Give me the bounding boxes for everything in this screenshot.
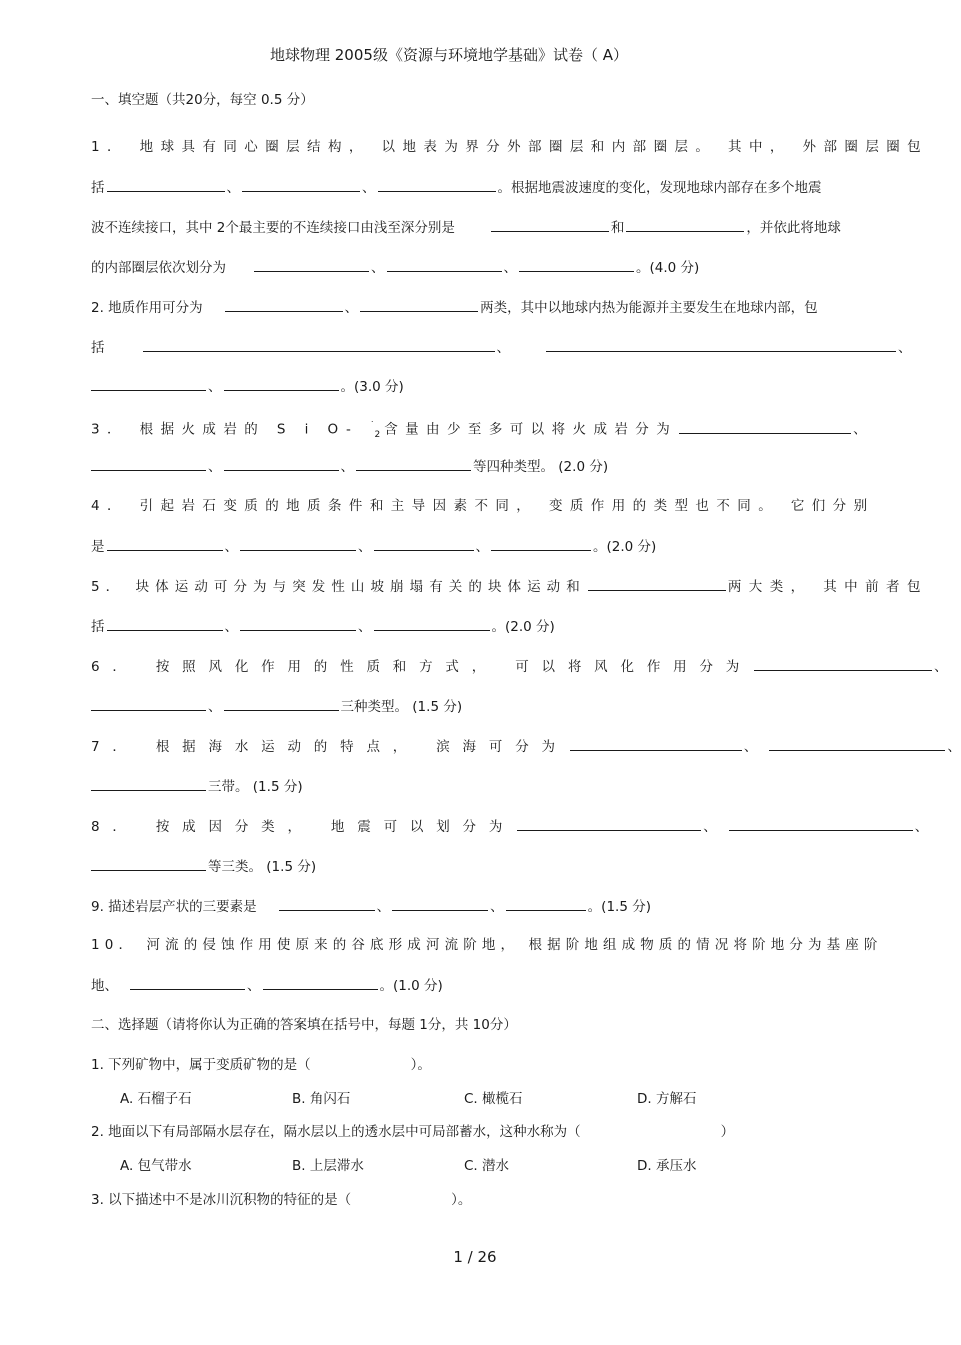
question-9: 9. 描述岩层产状的三要素是 、 、 。(1.5 分) <box>91 896 651 917</box>
answer-blank[interactable] <box>279 896 375 911</box>
question-5-line-1: 5． 块体运动可分为与突发性山坡崩塌有关的块体运动和 两大类， 其中前者包 <box>91 576 928 597</box>
mc-question-3: 3. 以下描述中不是冰川沉积物的特征的是（ ）。 <box>91 1192 472 1208</box>
question-6-line-1: 6． 按照风化作用的性质和方式， 可以将风化作用分为 、 <box>91 656 948 677</box>
answer-blank[interactable] <box>626 217 744 232</box>
question-2-line-3: 、 。(3.0 分) <box>91 376 404 397</box>
answer-blank[interactable] <box>378 177 496 192</box>
question-10-line-1: 10． 河流的侵蚀作用使原来的谷底形成河流阶地， 根据阶地组成物质的情况将阶地分为基座阶 <box>91 937 883 953</box>
exam-title: 地球物理 2005级《资源与环境地学基础》试卷（ A） <box>270 46 628 64</box>
answer-blank[interactable] <box>91 696 206 711</box>
answer-blank[interactable] <box>546 337 896 352</box>
answer-blank[interactable] <box>387 257 502 272</box>
question-2-line-1: 2. 地质作用可分为 、 两类，其中以地球内热为能源并主要发生在地球内部，包 <box>91 297 818 318</box>
answer-blank[interactable] <box>519 257 634 272</box>
question-1-line-2: 括 、 、 。根据地震波速度的变化，发现地球内部存在多个地震 <box>91 177 822 198</box>
section-fill-blank-heading: 一、填空题（共20分，每空 0.5 分） <box>91 92 314 108</box>
answer-blank[interactable] <box>91 376 206 391</box>
question-7-line-2: 三带。 (1.5 分) <box>91 776 303 797</box>
answer-blank[interactable] <box>360 297 478 312</box>
answer-blank[interactable] <box>224 456 339 471</box>
answer-blank[interactable] <box>254 257 369 272</box>
question-7-line-1: 7． 根据海水运动的特点， 滨海可分为 、 、 <box>91 736 961 757</box>
answer-blank[interactable] <box>240 536 356 551</box>
answer-blank[interactable] <box>224 376 339 391</box>
answer-blank[interactable] <box>91 776 206 791</box>
question-2-line-2: 括 、 、 <box>91 337 912 358</box>
answer-blank[interactable] <box>91 456 206 471</box>
question-6-line-2: 、 三种类型。 (1.5 分) <box>91 696 462 717</box>
question-3-line-2: 、 、 等四种类型。 (2.0 分) <box>91 456 608 477</box>
question-8-line-2: 等三类。 (1.5 分) <box>91 856 316 877</box>
answer-blank[interactable] <box>242 177 360 192</box>
question-1-line-4: 的内部圈层依次划分为 、 、 。(4.0 分) <box>91 257 699 278</box>
answer-blank[interactable] <box>506 896 586 911</box>
answer-blank[interactable] <box>729 816 913 831</box>
answer-blank[interactable] <box>491 217 609 232</box>
mc-2-option-d: D. 承压水 <box>637 1158 697 1174</box>
answer-blank[interactable] <box>225 297 343 312</box>
mc-1-option-d: D. 方解石 <box>637 1091 697 1107</box>
answer-blank[interactable] <box>91 856 206 871</box>
mc-2-option-a: A. 包气带水 <box>120 1158 192 1174</box>
mc-1-option-b: B. 角闪石 <box>292 1091 351 1107</box>
answer-blank[interactable] <box>588 576 726 591</box>
mc-1-option-c: C. 橄榄石 <box>464 1091 523 1107</box>
question-10-line-2: 地、 、 。(1.0 分) <box>91 975 443 996</box>
answer-blank[interactable] <box>107 536 223 551</box>
answer-blank[interactable] <box>107 177 225 192</box>
answer-blank[interactable] <box>769 736 945 751</box>
question-1-line-3: 波不连续接口，其中 2个最主要的不连续接口由浅至深分别是 和 ，并依此将地球 <box>91 217 841 238</box>
answer-blank[interactable] <box>240 616 356 631</box>
answer-blank[interactable] <box>107 616 223 631</box>
question-1-line-1: 1． 地球具有同心圈层结构， 以地表为界分外部圈层和内部圈层。 其中， 外部圈层圈包 <box>91 139 929 155</box>
answer-blank[interactable] <box>224 696 339 711</box>
page-number: 1 / 26 <box>453 1248 497 1266</box>
question-3-line-1: 3． 根据火成岩的 S i O- ˙$_2$ 含量由少至多可以将火成岩分为 、 <box>91 416 867 445</box>
answer-blank[interactable] <box>143 337 495 352</box>
answer-blank[interactable] <box>517 816 701 831</box>
mc-2-option-c: C. 潜水 <box>464 1158 510 1174</box>
question-4-line-1: 4． 引起岩石变质的地质条件和主导因素不同， 变质作用的类型也不同。 它们分别 <box>91 498 875 514</box>
question-5-line-2: 括 、 、 。(2.0 分) <box>91 616 555 637</box>
answer-blank[interactable] <box>570 736 742 751</box>
answer-blank[interactable] <box>491 536 591 551</box>
answer-blank[interactable] <box>392 896 488 911</box>
answer-blank[interactable] <box>374 536 474 551</box>
question-8-line-1: 8． 按成因分类， 地震可以划分为 、 、 <box>91 816 928 837</box>
section-multiple-choice-heading: 二、选择题（请将你认为正确的答案填在括号中，每题 1分，共 10分） <box>91 1017 517 1033</box>
mc-1-option-a: A. 石榴子石 <box>120 1091 192 1107</box>
answer-blank[interactable] <box>374 616 490 631</box>
mc-question-1: 1. 下列矿物中，属于变质矿物的是（ ）。 <box>91 1057 431 1073</box>
answer-blank[interactable] <box>263 975 378 990</box>
mc-2-option-b: B. 上层滞水 <box>292 1158 364 1174</box>
question-4-line-2: 是 、 、 、 。(2.0 分) <box>91 536 656 557</box>
mc-question-2: 2. 地面以下有局部隔水层存在，隔水层以上的透水层中可局部蓄水，这种水称为（ ） <box>91 1124 735 1140</box>
answer-blank[interactable] <box>679 419 851 434</box>
answer-blank[interactable] <box>754 656 932 671</box>
answer-blank[interactable] <box>130 975 245 990</box>
answer-blank[interactable] <box>356 456 471 471</box>
